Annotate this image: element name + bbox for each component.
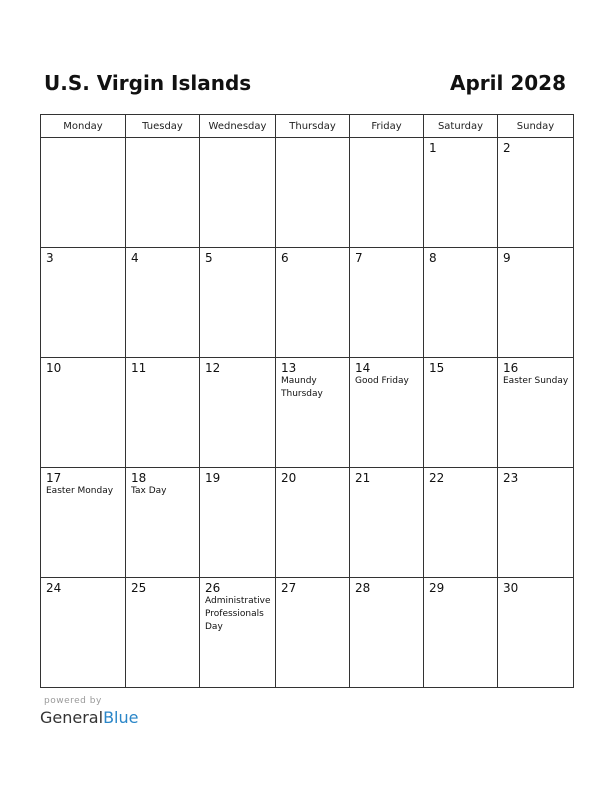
- day-number: 1: [429, 141, 437, 155]
- day-number: 10: [46, 361, 62, 375]
- day-number: 18: [131, 471, 147, 485]
- day-number: 9: [503, 251, 511, 265]
- day-cell: [126, 358, 200, 468]
- week-row: [41, 468, 574, 578]
- day-cell: [41, 358, 126, 468]
- day-cell: [276, 358, 350, 468]
- day-number: 2: [503, 141, 511, 155]
- day-cell: [424, 468, 498, 578]
- region-title: U.S. Virgin Islands: [44, 71, 252, 95]
- day-number: 14: [355, 361, 371, 375]
- holiday-label: Maundy Thursday: [281, 376, 323, 399]
- day-cell: [498, 358, 574, 468]
- week-row: [41, 248, 574, 358]
- day-cell: [126, 138, 200, 248]
- day-cell: [41, 578, 126, 688]
- day-cell: [276, 248, 350, 358]
- day-cell: [126, 248, 200, 358]
- day-number: 13: [281, 361, 297, 375]
- day-cell: [350, 468, 424, 578]
- day-number: 26: [205, 581, 221, 595]
- week-row: [41, 358, 574, 468]
- weekday-header: Friday: [350, 115, 424, 138]
- weekday-header: Tuesday: [126, 115, 200, 138]
- day-number: 7: [355, 251, 363, 265]
- day-number: 23: [503, 471, 519, 485]
- day-cell: [41, 248, 126, 358]
- generalblue-logo: [40, 708, 138, 727]
- day-cell: [276, 138, 350, 248]
- day-number: 24: [46, 581, 62, 595]
- day-number: 3: [46, 251, 54, 265]
- day-cell: [350, 358, 424, 468]
- weekday-header: Sunday: [498, 115, 574, 138]
- day-number: 17: [46, 471, 62, 485]
- day-number: 15: [429, 361, 445, 375]
- powered-by-label: powered by: [44, 696, 102, 706]
- day-number: 27: [281, 581, 297, 595]
- day-cell: [126, 578, 200, 688]
- day-cell: [276, 578, 350, 688]
- day-number: 19: [205, 471, 221, 485]
- day-number: 16: [503, 361, 519, 375]
- day-cell: [498, 248, 574, 358]
- calendar-grid: [40, 114, 574, 688]
- day-number: 12: [205, 361, 221, 375]
- day-cell: [424, 578, 498, 688]
- day-cell: [424, 248, 498, 358]
- weekday-header: Thursday: [276, 115, 350, 138]
- day-cell: [200, 248, 276, 358]
- day-number: 22: [429, 471, 445, 485]
- day-cell: [276, 468, 350, 578]
- day-cell: [200, 138, 276, 248]
- weekday-header: Wednesday: [200, 115, 276, 138]
- day-cell: [350, 138, 424, 248]
- day-number: 29: [429, 581, 445, 595]
- holiday-label: Easter Sunday: [503, 376, 569, 386]
- day-number: 30: [503, 581, 519, 595]
- day-number: 28: [355, 581, 371, 595]
- day-cell: [350, 248, 424, 358]
- day-number: 5: [205, 251, 213, 265]
- day-number: 21: [355, 471, 371, 485]
- day-cell: [41, 468, 126, 578]
- day-cell: [424, 358, 498, 468]
- brand-part2: Blue: [103, 708, 139, 727]
- day-number: 8: [429, 251, 437, 265]
- holiday-label: Easter Monday: [46, 486, 114, 496]
- day-cell: [200, 578, 276, 688]
- day-cell: [350, 578, 424, 688]
- day-cell: [498, 138, 574, 248]
- day-number: 11: [131, 361, 147, 375]
- brand-part1: General: [40, 708, 104, 727]
- week-row: [41, 578, 574, 688]
- day-number: 4: [131, 251, 139, 265]
- month-title: April 2028: [450, 71, 566, 95]
- day-number: 20: [281, 471, 297, 485]
- day-cell: [424, 138, 498, 248]
- day-cell: [200, 358, 276, 468]
- week-row: [41, 138, 574, 248]
- weekday-header: Monday: [41, 115, 126, 138]
- holiday-label: Good Friday: [355, 376, 409, 386]
- day-cell: [200, 468, 276, 578]
- day-number: 25: [131, 581, 147, 595]
- holiday-label: Tax Day: [131, 486, 167, 496]
- day-cell: [126, 468, 200, 578]
- weekday-header: Saturday: [424, 115, 498, 138]
- day-cell: [498, 578, 574, 688]
- day-number: 6: [281, 251, 289, 265]
- holiday-label: Administrative Professionals Day: [205, 596, 271, 632]
- weekday-header-row: [41, 115, 574, 138]
- day-cell: [498, 468, 574, 578]
- day-cell: [41, 138, 126, 248]
